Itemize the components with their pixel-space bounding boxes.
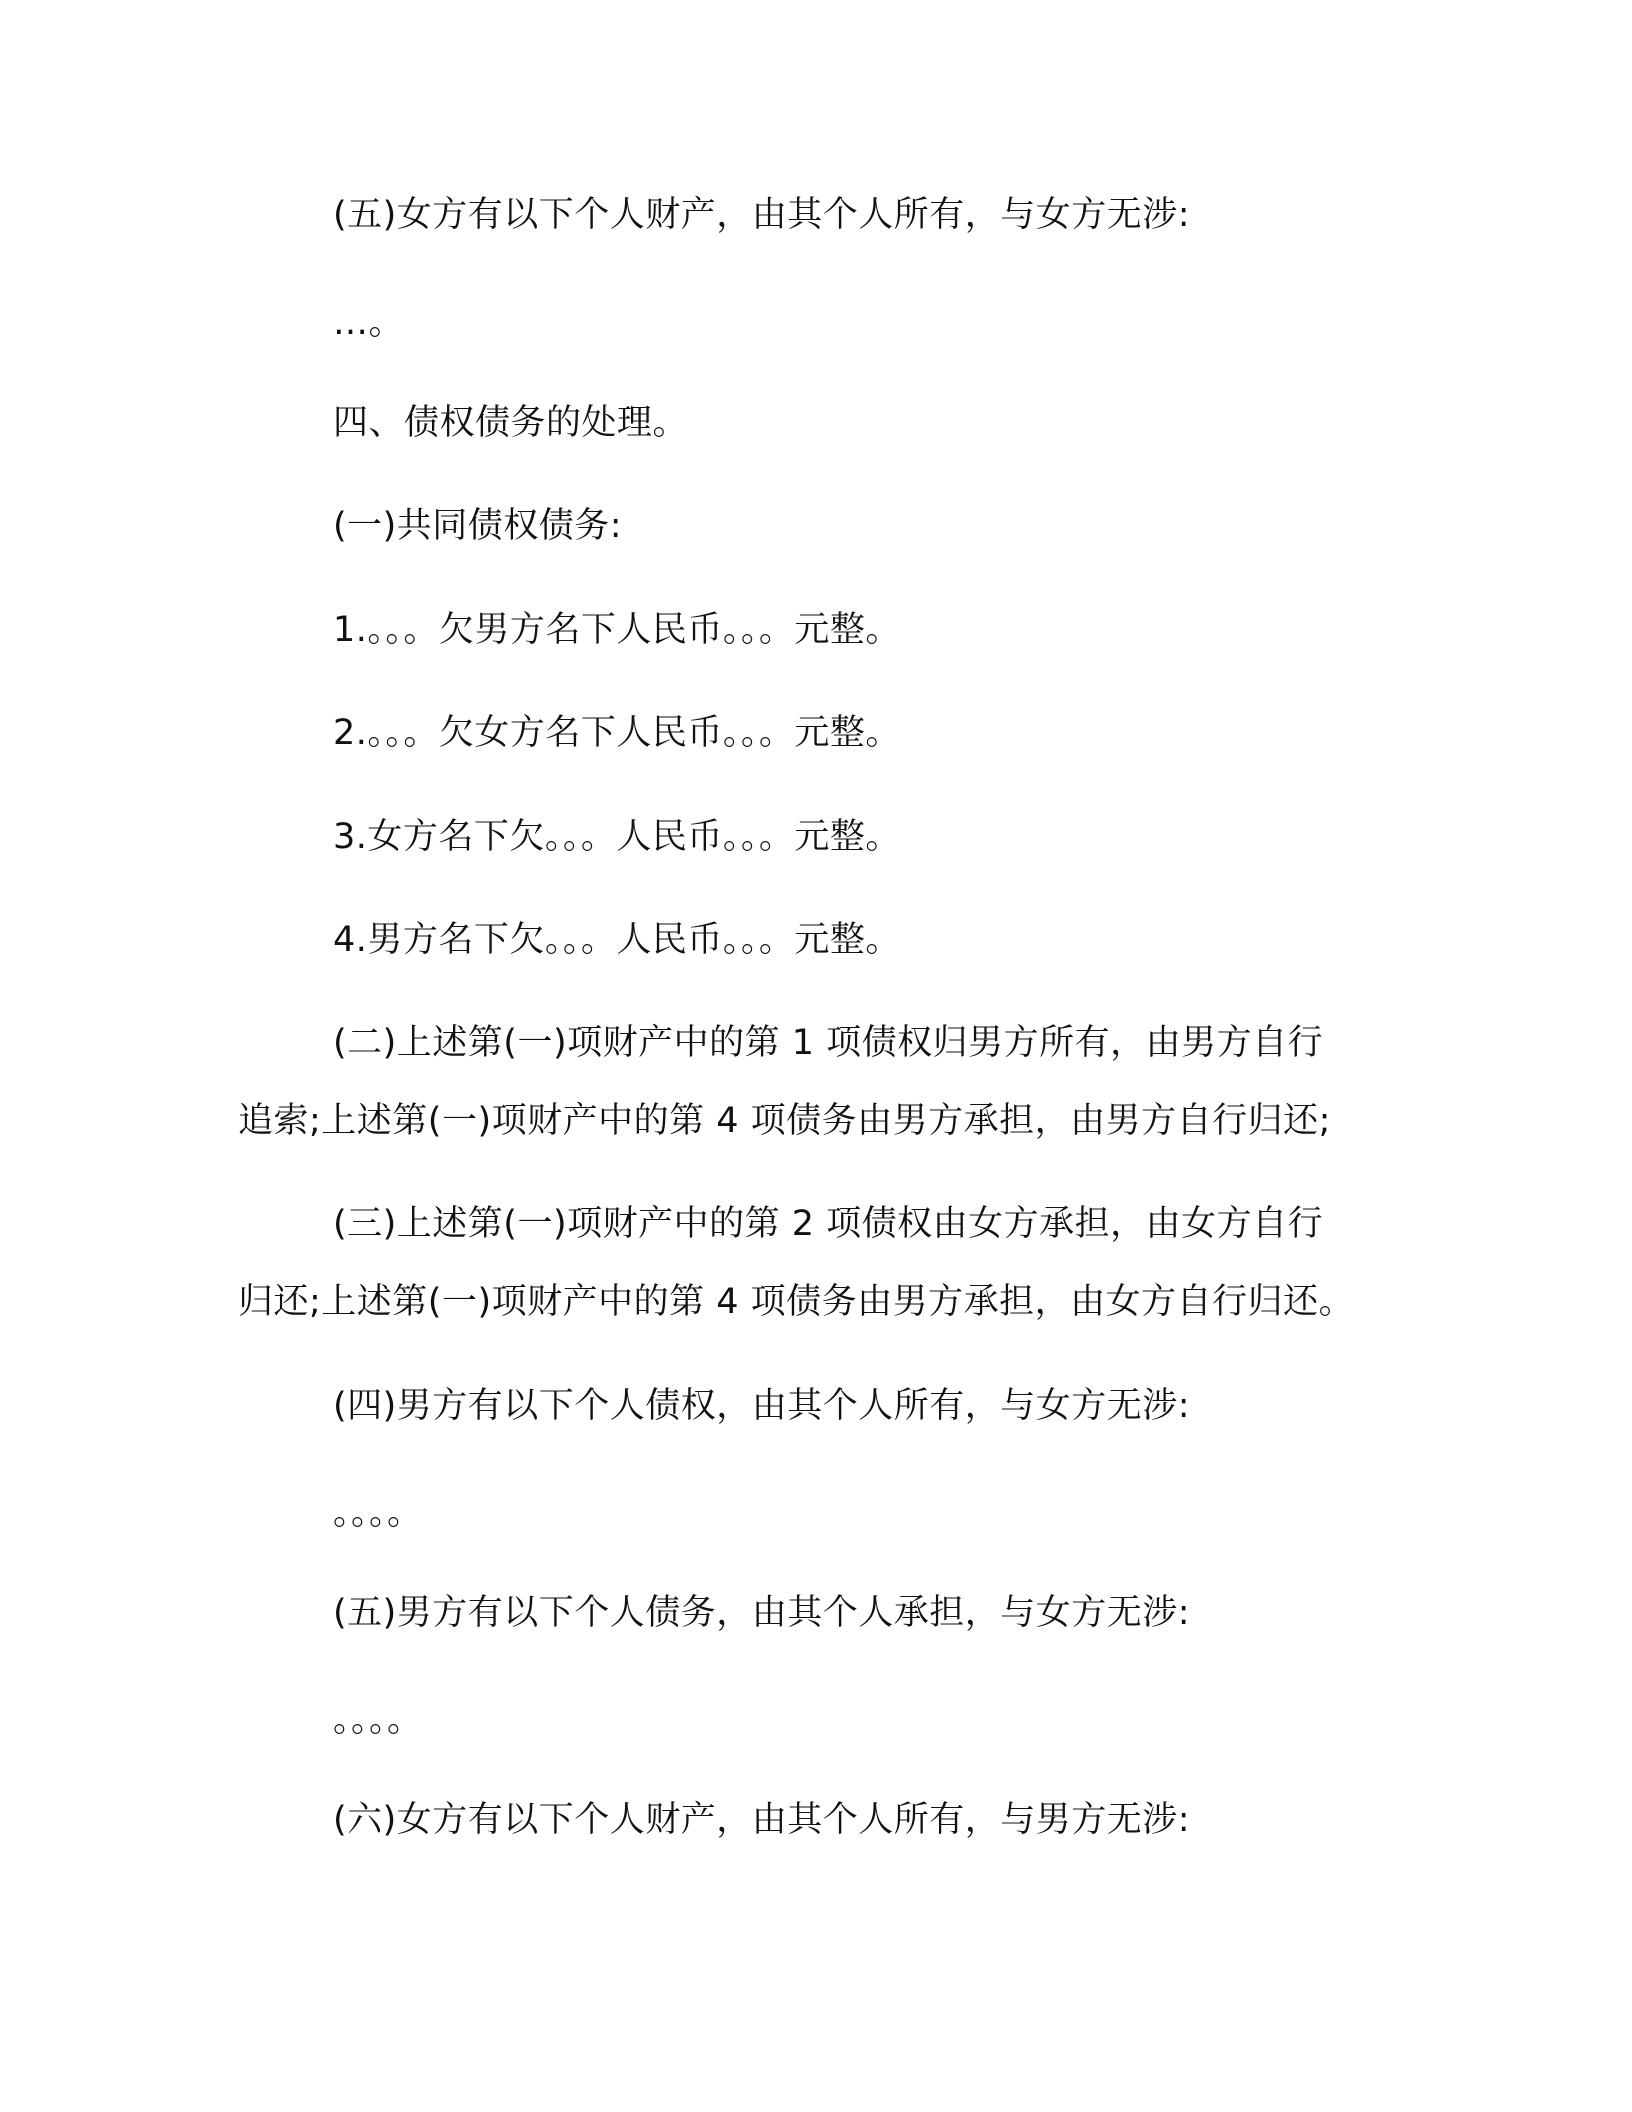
paragraph-clause-3-line-2: 归还;上述第(一)项财产中的第 4 项债务由男方承担，由女方自行归还。 bbox=[238, 1282, 1355, 1322]
list-item-1: 1.。。。欠男方名下人民币。。。元整。 bbox=[333, 610, 901, 650]
paragraph-male-claims: (四)男方有以下个人债权，由其个人所有，与女方无涉: bbox=[333, 1386, 1191, 1426]
paragraph-male-debts: (五)男方有以下个人债务，由其个人承担，与女方无涉: bbox=[333, 1593, 1191, 1633]
paragraph-clause-2-line-2: 追索;上述第(一)项财产中的第 4 项债务由男方承担，由男方自行归还; bbox=[238, 1101, 1331, 1141]
list-item-4: 4.男方名下欠。。。人民币。。。元整。 bbox=[333, 920, 901, 960]
subheading-joint-debts: (一)共同债权债务: bbox=[333, 506, 623, 546]
list-item-2: 2.。。。欠女方名下人民币。。。元整。 bbox=[333, 713, 901, 753]
paragraph-female-property-5: (五)女方有以下个人财产，由其个人所有，与女方无涉: bbox=[333, 195, 1191, 235]
placeholder-dots-1: 。。。。 bbox=[333, 1493, 423, 1533]
list-item-3: 3.女方名下欠。。。人民币。。。元整。 bbox=[333, 817, 901, 857]
section-heading-debts: 四、债权债务的处理。 bbox=[333, 403, 689, 443]
paragraph-clause-2-line-1: (二)上述第(一)项财产中的第 1 项债权归男方所有，由男方自行 bbox=[333, 1023, 1324, 1063]
placeholder-dots-2: 。。。。 bbox=[333, 1700, 423, 1740]
paragraph-clause-3-line-1: (三)上述第(一)项财产中的第 2 项债权由女方承担，由女方自行 bbox=[333, 1204, 1324, 1244]
paragraph-female-property-6: (六)女方有以下个人财产，由其个人所有，与男方无涉: bbox=[333, 1800, 1191, 1840]
ellipsis-line: …。 bbox=[333, 303, 405, 343]
